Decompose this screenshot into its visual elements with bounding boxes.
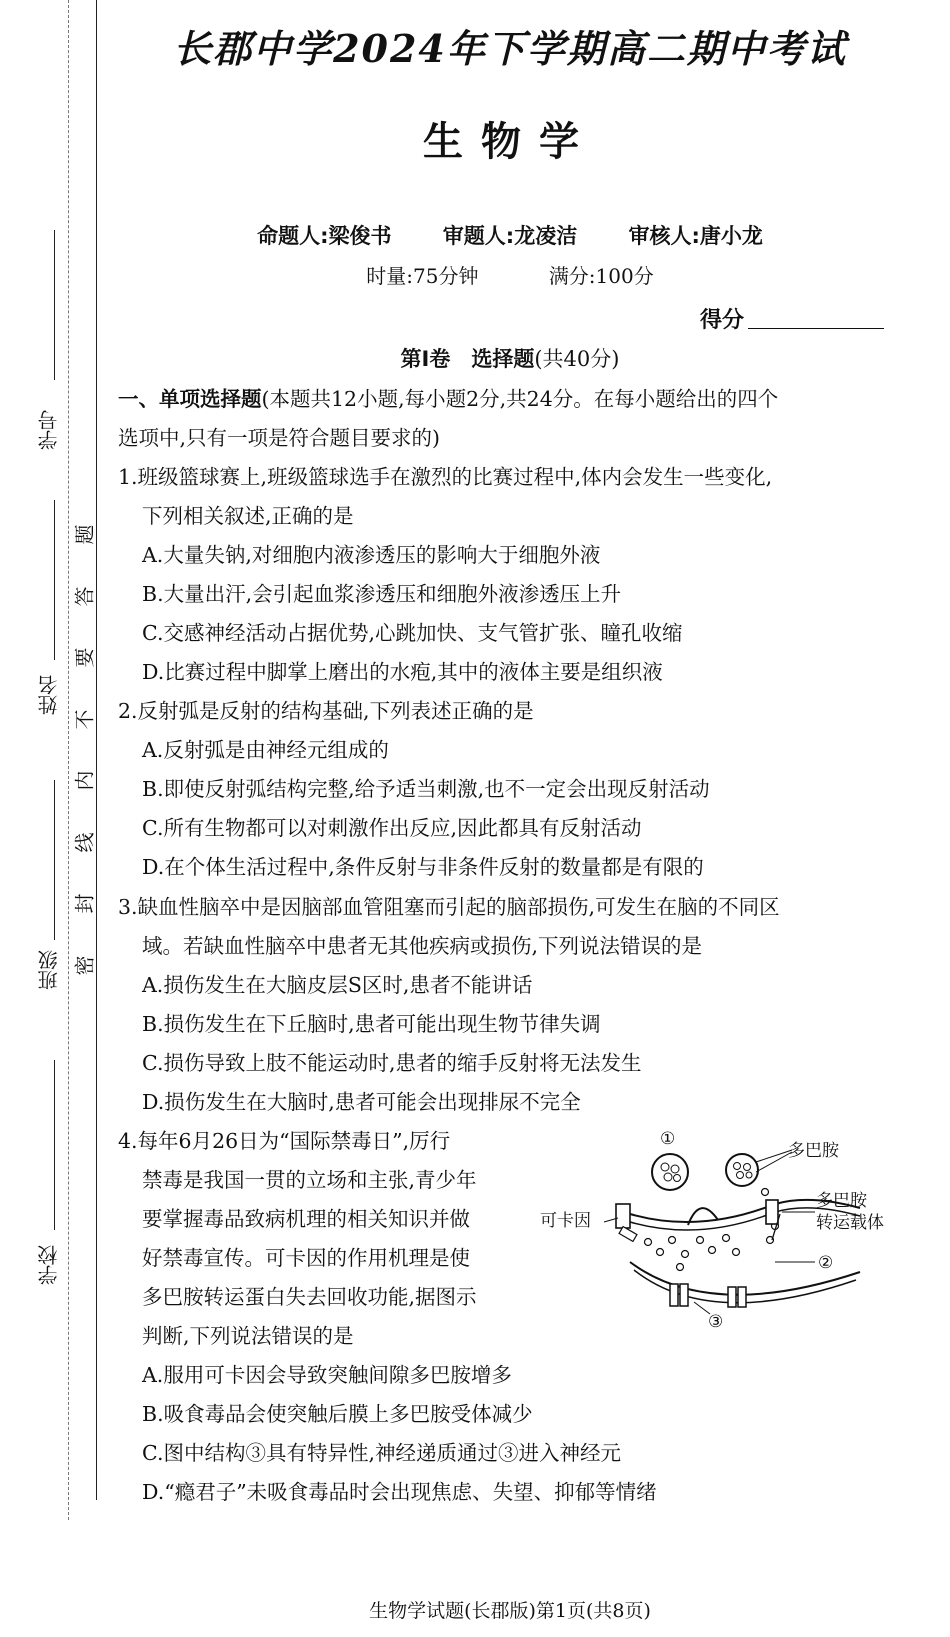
- school-title: 长郡中学2024年下学期高二期中考试: [173, 26, 847, 71]
- margin-field-class: [22, 780, 62, 1040]
- school-label: 学校: [37, 1245, 61, 1285]
- question-stem: 4.每年6月26日为“国际禁毒日”,厉行: [118, 1129, 451, 1153]
- question-stem: 好禁毒宣传。可卡因的作用机理是使: [142, 1246, 470, 1270]
- seal-char: 要: [72, 647, 97, 668]
- section-note: (共40分): [534, 347, 620, 371]
- option-d[interactable]: D.“瘾君子”未吸食毒品时会出现焦虑、失望、抑郁等情绪: [142, 1480, 657, 1504]
- cocaine-molecule: [619, 1227, 637, 1242]
- option-b[interactable]: B.即使反射弧结构完整,给予适当刺激,也不一定会出现反射活动: [142, 777, 710, 801]
- option-d[interactable]: D.损伤发生在大脑时,患者可能会出现排尿不完全: [142, 1090, 581, 1114]
- fig-label-2: ②: [818, 1253, 834, 1273]
- option-a[interactable]: A.大量失钠,对细胞内液渗透压的影响大于细胞外液: [142, 543, 601, 567]
- fig-label-1: ①: [660, 1129, 676, 1149]
- question-stem: 3.缺血性脑卒中是因脑部血管阻塞而引起的脑部损伤,可发生在脑的不同区: [118, 895, 780, 919]
- question-stem: 禁毒是我国一贯的立场和主张,青少年: [142, 1168, 477, 1192]
- score-field: [700, 303, 884, 334]
- fig-label-transporter-1: 多巴胺: [816, 1191, 867, 1211]
- option-c[interactable]: C.交感神经活动占据优势,心跳加快、支气管扩张、瞳孔收缩: [142, 621, 683, 645]
- seal-char: 内: [72, 770, 97, 791]
- part-one-instruction-1: (本题共12小题,每小题2分,共24分。在每小题给出的四个: [261, 387, 779, 411]
- question-1: [118, 458, 893, 692]
- school-blank[interactable]: [54, 1060, 55, 1230]
- seal-char: 不: [72, 709, 97, 730]
- checker: 审核人:唐小龙: [628, 224, 763, 248]
- seal-char: 答: [72, 586, 97, 607]
- class-label: 班级: [37, 950, 61, 990]
- exam-staff: [120, 220, 900, 250]
- fig-label-cocaine: 可卡因: [540, 1211, 591, 1231]
- option-a[interactable]: A.损伤发生在大脑皮层S区时,患者不能讲话: [142, 973, 533, 997]
- question-stem: 多巴胺转运蛋白失去回收功能,据图示: [142, 1285, 477, 1309]
- dopamine-transporter: [766, 1200, 778, 1224]
- option-a[interactable]: A.反射弧是由神经元组成的: [142, 738, 389, 762]
- time-and-score: [120, 260, 900, 289]
- question-3: [118, 888, 893, 1122]
- class-blank[interactable]: [54, 780, 55, 940]
- part-one-title: 一、单项选择题: [118, 387, 262, 411]
- option-b[interactable]: B.大量出汗,会引起血浆渗透压和细胞外液渗透压上升: [142, 582, 622, 606]
- part-one-instruction-2: 选项中,只有一项是符合题目要求的): [118, 426, 441, 450]
- option-d[interactable]: D.比赛过程中脚掌上磨出的水疱,其中的液体主要是组织液: [142, 660, 663, 684]
- option-c[interactable]: C.图中结构③具有特异性,神经递质通过③进入神经元: [142, 1441, 621, 1465]
- exam-time: 时量:75分钟: [366, 264, 479, 288]
- seal-char: 封: [72, 893, 97, 914]
- question-stem: 2.反射弧是反射的结构基础,下列表述正确的是: [118, 699, 534, 723]
- student-id-label: 学号: [37, 410, 61, 450]
- option-c[interactable]: C.所有生物都可以对刺激作出反应,因此都具有反射活动: [142, 816, 642, 840]
- question-stem: 域。若缺血性脑卒中患者无其他疾病或损伤,下列说法错误的是: [142, 934, 703, 958]
- full-score: 满分:100分: [548, 264, 654, 288]
- score-blank[interactable]: [748, 306, 884, 329]
- margin-field-student-id: [22, 230, 62, 500]
- page-footer: 生物学试题(长郡版)第1页(共8页): [369, 1600, 651, 1622]
- option-b[interactable]: B.吸食毒品会使突触后膜上多巴胺受体减少: [142, 1402, 533, 1426]
- option-a[interactable]: A.服用可卡因会导致突触间隙多巴胺增多: [142, 1363, 512, 1387]
- question-stem: 判断,下列说法错误的是: [142, 1324, 354, 1348]
- cocaine-block: [616, 1204, 630, 1228]
- vesicle-2: [726, 1154, 758, 1186]
- section-title: [120, 343, 900, 373]
- margin-field-school: [22, 1060, 62, 1330]
- name-blank[interactable]: [54, 500, 55, 660]
- student-id-blank[interactable]: [54, 230, 55, 380]
- synapse-diagram: [540, 1122, 910, 1332]
- synapse-svg: [540, 1122, 910, 1332]
- question-stem: 要掌握毒品致病机理的相关知识并做: [142, 1207, 470, 1231]
- fig-label-dopamine: 多巴胺: [788, 1141, 839, 1161]
- question-stem: 下列相关叙述,正确的是: [142, 504, 354, 528]
- seal-char: 题: [72, 524, 97, 545]
- option-b[interactable]: B.损伤发生在下丘脑时,患者可能出现生物节律失调: [142, 1012, 601, 1036]
- option-d[interactable]: D.在个体生活过程中,条件反射与非条件反射的数量都是有限的: [142, 855, 704, 879]
- reviewer: 审题人:龙凌洁: [442, 224, 578, 248]
- seal-char: 密: [72, 955, 97, 976]
- section-name: 第Ⅰ卷 选择题: [400, 347, 535, 371]
- dopamine-receptor-2: [728, 1287, 746, 1307]
- question-2: [118, 692, 893, 887]
- question-stem: 1.班级篮球赛上,班级篮球选手在激烈的比赛过程中,体内会发生一些变化,: [118, 465, 773, 489]
- leader-dopamine-1: [756, 1150, 792, 1162]
- name-label: 姓名: [37, 675, 61, 715]
- vesicle-1: [652, 1154, 688, 1190]
- option-c[interactable]: C.损伤导致上肢不能运动时,患者的缩手反射将无法发生: [142, 1051, 642, 1075]
- part-one-heading: [118, 380, 893, 458]
- score-label: 得分: [700, 308, 745, 333]
- subject-title: 生物学: [423, 119, 597, 165]
- margin-field-name: [22, 500, 62, 760]
- seal-char: 线: [72, 832, 97, 853]
- setter: 命题人:梁俊书: [257, 224, 392, 248]
- fig-label-3: ③: [708, 1312, 724, 1332]
- leader-dopamine-2: [756, 1152, 792, 1172]
- seal-notice: [68, 520, 98, 980]
- fig-label-transporter-2: 转运载体: [816, 1213, 884, 1233]
